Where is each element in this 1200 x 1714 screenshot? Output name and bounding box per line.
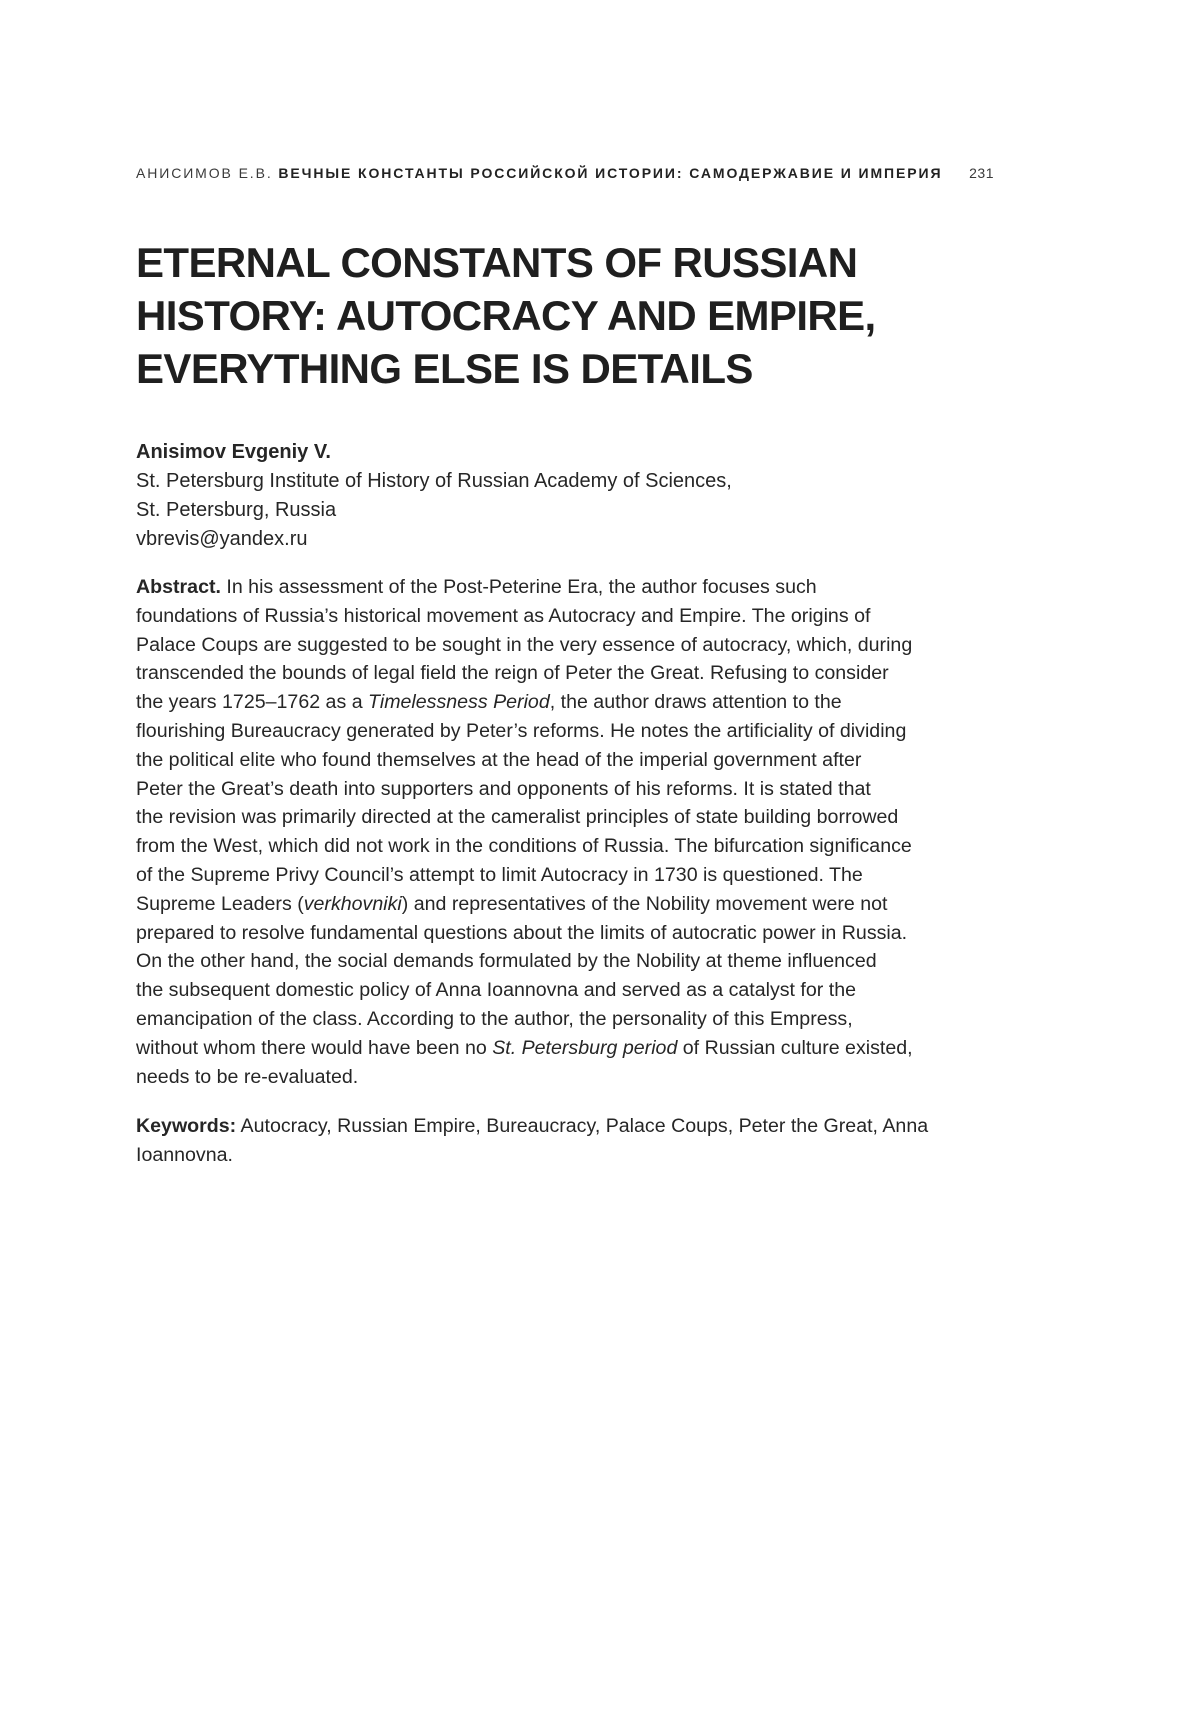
keywords-label: Keywords: [136, 1115, 237, 1137]
abstract-text-1: In his assessment of the Post-Peterine Era, the author focuses such [226, 576, 817, 598]
abstract-line-14: On the other hand, the social demands formulated by the Nobility at theme influenced [136, 950, 877, 973]
abstract-line-1 [136, 573, 1006, 602]
abstract-line-18: needs to be re-evaluated. [136, 1065, 359, 1088]
abstract-text-17b: of Russian culture existed, [677, 1036, 913, 1059]
header-journal-title: ВЕЧНЫЕ КОНСТАНТЫ РОССИЙСКОЙ ИСТОРИИ: САМОДЕРЖАВИЕ И ИМПЕРИЯ [278, 165, 943, 181]
abstract-line-16: emancipation of the class. According to the author, the personality of this Empress, [136, 1007, 853, 1030]
author-email: vbrevis@yandex.ru [136, 528, 308, 550]
abstract-italic-timelessness: Timelessness Period [368, 691, 550, 714]
keywords-line-1 [136, 1112, 1006, 1141]
abstract-line-9: the revision was primarily directed at the cameralist principles of state building borrowed [136, 806, 899, 829]
abstract-line-17 [136, 1034, 1006, 1063]
article-title [136, 236, 1036, 395]
abstract-text-12a: Supreme Leaders ( [136, 892, 304, 915]
keywords [136, 1112, 1006, 1170]
abstract-line-3: Palace Coups are suggested to be sought in the very essence of autocracy, which, during [136, 633, 913, 656]
keywords-line-2: Ioannovna. [136, 1143, 233, 1166]
abstract-line-10: from the West, which did not work in the conditions of Russia. The bifurcation significance [136, 835, 912, 858]
author-affiliation-line-1: St. Petersburg Institute of History of Russian Academy of Sciences, [136, 470, 732, 492]
abstract-line-15: the subsequent domestic policy of Anna Ioannovna and served as a catalyst for the [136, 979, 856, 1002]
abstract-line-7: the political elite who found themselves at the head of the imperial government after [136, 748, 862, 771]
header-text [136, 165, 942, 181]
abstract-text-5a: the years 1725–1762 as a [136, 691, 369, 714]
author-name: Anisimov Evgeniy V. [136, 441, 331, 463]
author-block [136, 438, 996, 554]
abstract-line-8: Peter the Great’s death into supporters and opponents of his reforms. It is stated that [136, 777, 871, 800]
abstract-line-2: foundations of Russia’s historical movement as Autocracy and Empire. The origins of [136, 604, 871, 627]
abstract-line-6: flourishing Bureaucracy generated by Peter’s reforms. He notes the artificiality of dividing [136, 719, 907, 742]
abstract-line-5 [136, 688, 1006, 717]
running-header [136, 165, 994, 181]
author-affiliation-line-2: St. Petersburg, Russia [136, 499, 337, 521]
abstract-line-11: of the Supreme Privy Council’s attempt to limit Autocracy in 1730 is questioned. The [136, 863, 863, 886]
title-line-2: HISTORY: AUTOCRACY AND EMPIRE, [136, 292, 876, 339]
header-author: АНИСИМОВ Е.В. [136, 165, 273, 181]
title-line-1: ETERNAL CONSTANTS OF RUSSIAN [136, 239, 858, 286]
page-number: 231 [969, 165, 994, 181]
abstract-text-5b: , the author draws attention to the [549, 691, 842, 714]
abstract-line-4: transcended the bounds of legal field the reign of Peter the Great. Refusing to consider [136, 662, 889, 685]
title-line-3: EVERYTHING ELSE IS DETAILS [136, 345, 753, 392]
abstract-line-12 [136, 890, 1006, 919]
abstract-italic-verkhovniki: verkhovniki [303, 892, 402, 915]
abstract [136, 573, 1006, 1091]
abstract-line-13: prepared to resolve fundamental questions about the limits of autocratic power in Russia. [136, 921, 908, 944]
abstract-italic-st-petersburg-period: St. Petersburg period [492, 1036, 678, 1059]
abstract-label: Abstract. [136, 576, 221, 598]
abstract-text-17a: without whom there would have been no [136, 1036, 493, 1059]
keywords-text-1: Autocracy, Russian Empire, Bureaucracy, Palace Coups, Peter the Great, Anna [240, 1115, 929, 1137]
abstract-text-12b: ) and representatives of the Nobility movement were not [401, 892, 888, 915]
